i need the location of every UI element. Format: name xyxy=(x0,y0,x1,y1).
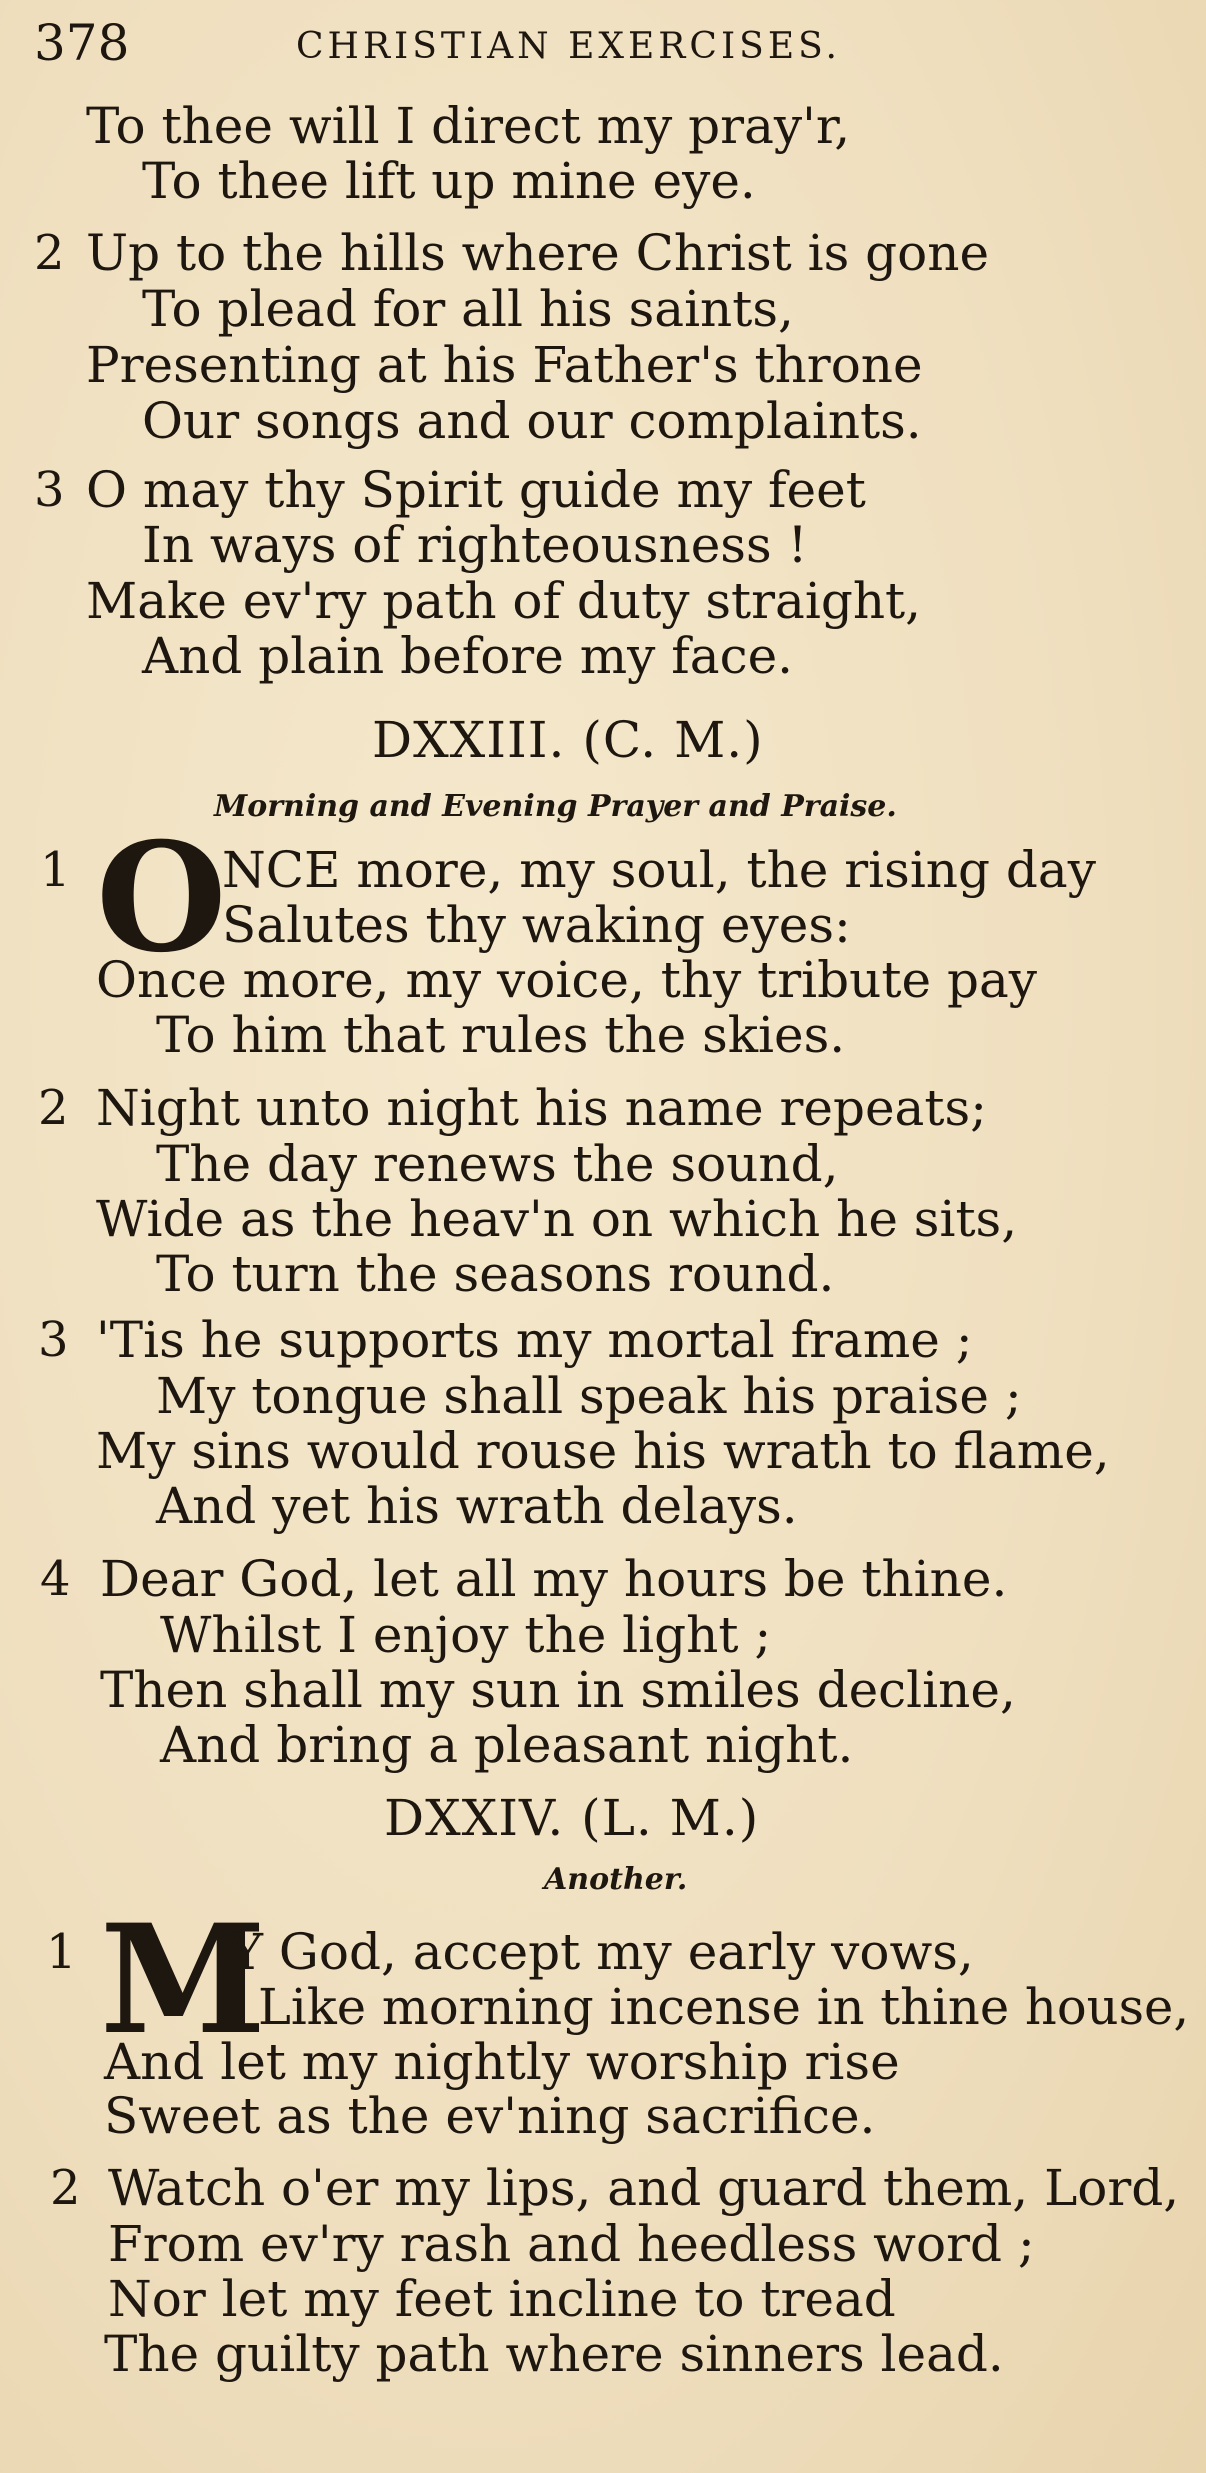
verse-line: O may thy Spirit guide my feet xyxy=(86,461,866,519)
drop-cap: O xyxy=(96,810,227,986)
verse-line: And let my nightly worship rise xyxy=(104,2033,900,2091)
verse-line: To him that rules the skies. xyxy=(156,1006,846,1064)
drop-cap: M xyxy=(100,1892,267,2068)
verse-number: 2 xyxy=(38,1080,69,1136)
verse-line: To plead for all his saints, xyxy=(142,280,794,338)
hymn-title: DXXIII. (C. M.) xyxy=(372,711,764,769)
verse-line: Wide as the heav'n on which he sits, xyxy=(96,1190,1018,1248)
verse-line: My sins would rouse his wrath to flame, xyxy=(96,1422,1110,1480)
verse-line: Make ev'ry path of duty straight, xyxy=(86,572,922,630)
running-title: CHRISTIAN EXERCISES. xyxy=(296,26,841,67)
verse-line: Like morning incense in thine house, xyxy=(258,1978,1190,2036)
verse-line: 'Tis he supports my mortal frame ; xyxy=(96,1311,973,1369)
verse-line: Y God, accept my early vows, xyxy=(230,1923,974,1981)
verse-line: Sweet as the ev'ning sacrifice. xyxy=(104,2087,876,2145)
verse-line: Night unto night his name repeats; xyxy=(96,1079,987,1137)
verse-line: From ev'ry rash and heedless word ; xyxy=(108,2215,1035,2273)
verse-line: To thee will I direct my pray'r, xyxy=(86,97,851,155)
verse-line: The guilty path where sinners lead. xyxy=(104,2325,1004,2383)
hymn-subtitle: Another. xyxy=(544,1862,688,1897)
verse-line: My tongue shall speak his praise ; xyxy=(156,1367,1022,1425)
verse-line: Salutes thy waking eyes: xyxy=(222,896,851,954)
verse-line: And bring a pleasant night. xyxy=(160,1716,854,1774)
verse-line: And yet his wrath delays. xyxy=(156,1477,798,1535)
verse-number: 3 xyxy=(34,462,65,518)
verse-line: Watch o'er my lips, and guard them, Lord, xyxy=(108,2159,1180,2217)
hymn-subtitle: Morning and Evening Prayer and Praise. xyxy=(214,789,897,824)
verse-line: To thee lift up mine eye. xyxy=(142,152,756,210)
verse-number: 2 xyxy=(34,225,65,281)
verse-line: The day renews the sound, xyxy=(156,1135,839,1193)
verse-number: 3 xyxy=(38,1312,69,1368)
verse-line: Once more, my voice, thy tribute pay xyxy=(96,951,1038,1009)
verse-line: Whilst I enjoy the light ; xyxy=(160,1606,772,1664)
verse-line: NCE more, my soul, the rising day xyxy=(222,841,1096,899)
verse-number: 1 xyxy=(40,842,71,898)
verse-line: Presenting at his Father's throne xyxy=(86,336,923,394)
verse-line: Dear God, let all my hours be thine. xyxy=(100,1550,1008,1608)
verse-line: Then shall my sun in smiles decline, xyxy=(100,1661,1016,1719)
verse-line: And plain before my face. xyxy=(142,627,794,685)
verse-line: Up to the hills where Christ is gone xyxy=(86,224,990,282)
verse-line: To turn the seasons round. xyxy=(156,1245,835,1303)
page-header xyxy=(34,14,1184,74)
verse-line: Nor let my feet incline to tread xyxy=(108,2270,896,2328)
verse-number: 1 xyxy=(46,1924,77,1980)
verse-number: 2 xyxy=(50,2160,81,2216)
hymn-title: DXXIV. (L. M.) xyxy=(384,1789,760,1847)
page-number: 378 xyxy=(34,14,130,72)
verse-line: In ways of righteousness ! xyxy=(142,516,808,574)
verse-line: Our songs and our complaints. xyxy=(142,392,922,450)
verse-number: 4 xyxy=(40,1551,71,1607)
